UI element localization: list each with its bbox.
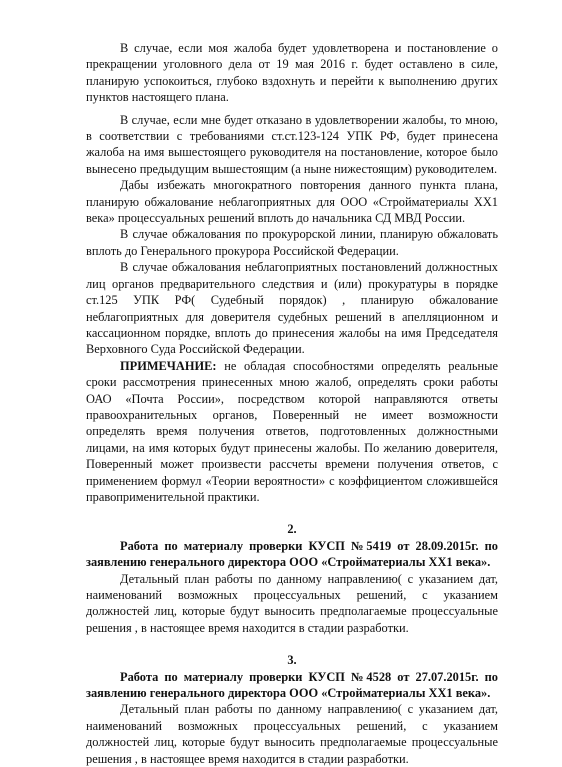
section-heading-3: Работа по материалу проверки КУСП №4528 от 27.07.2015г. по заявлению генерального директора ООО «Стройматериалы XX1 века». <box>86 669 498 701</box>
paragraph-avoid-repetition: Дабы избежать многократного повторения данного пункта плана, планирую обжалование неблагоприятных для ООО «Стройматериалы XX1 века» процессуальных решений вплоть до начальника СД МВД России. <box>86 178 498 226</box>
note-label: ПРИМЕЧАНИЕ: <box>120 358 217 373</box>
section-number-3: 3. <box>287 653 297 668</box>
section-body-3: Детальный план работы по данному направлению( с указанием дат, наименований возможных процессуальных решений, с указанием должностей лиц, которые будут выносить предполагаемые процессуальные решения , в настоящее время находится в стадии разработки. <box>86 702 498 766</box>
section-body-2: Детальный план работы по данному направлению( с указанием дат, наименований возможных процессуальных решений, с указанием должностей лиц, которые будут выносить предполагаемые процессуальные решения , в настоящее время находится в стадии разработки. <box>86 571 498 635</box>
paragraph-court-appeal: В случае обжалования неблагоприятных постановлений должностных лиц органов предварительного следствия и (или) прокуратуры в порядке ст.125 УПК РФ( Судебный порядок) , планирую обжалование неблагоприятных для доверителя судебных решений в апелляционном и кассационном порядке, вплоть до принесения жалобы на имя Председателя Верховного Суда Российской Федерации. <box>86 260 498 357</box>
paragraph-note <box>86 358 498 506</box>
paragraph-complaint-refused: В случае, если мне будет отказано в удовлетворении жалобы, то мною, в соответствии с требованиями ст.ст.123-124 УПК РФ, будет принесена жалоба на имя вышестоящего руководителя на постановление, которое было вынесено предыдущим вышестоящим (а ныне нижестоящим) руководителем. <box>86 112 498 176</box>
note-text: не обладая способностями определять реальные сроки рассмотрения принесенных мною жалоб, определять сроки работы ОАО «Почта России», посредством которой направляются ответы правоохранительных органов, Поверенный не имеет возможности определять время получения ответов, подготовленных должностными лицами, на имя которых будут принесены жалобы. По желанию доверителя, Поверенный может произвести рассчеты времени получения ответов, с применением формул «Теории вероятности» с коэффициентом сложившейся правоприменительной практики. <box>86 358 498 504</box>
section-number-2: 2. <box>287 522 297 537</box>
paragraph-prosecutor-line: В случае обжалования по прокурорской линии, планирую обжаловать вплоть до Генерального прокурора Российской Федерации. <box>86 227 498 258</box>
paragraph-complaint-satisfied: В случае, если моя жалоба будет удовлетворена и постановление о прекращении уголовного дела от 19 мая 2016 г. будет оставлено в силе, планирую успокоиться, глубоко вздохнуть и перейти к выполнению других пунктов настоящего плана. <box>86 41 498 105</box>
section-heading-2: Работа по материалу проверки КУСП №5419 от 28.09.2015г. по заявлению генерального директора ООО «Стройматериалы XX1 века». <box>86 538 498 570</box>
